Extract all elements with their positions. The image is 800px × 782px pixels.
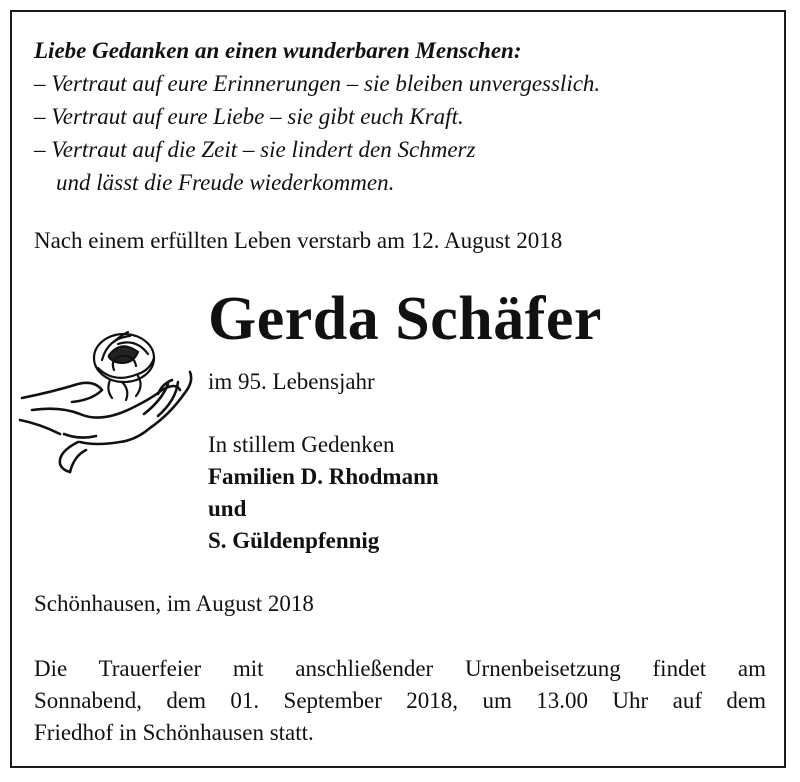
funeral-notice-line-3: Friedhof in Schönhausen statt. [34, 720, 314, 745]
poem-line-3: – Vertraut auf die Zeit – sie lindert den Schmerz [34, 137, 476, 162]
poem-line-4: und lässt die Freude wiederkommen. [56, 170, 395, 195]
funeral-notice-line-1: Die Trauerfeier mit anschließender Urnenbeisetzung findet am [34, 656, 766, 681]
funeral-notice [34, 653, 766, 749]
obituary-notice [10, 10, 786, 768]
funeral-notice-line-2: Sonnabend, dem 01. September 2018, um 13.00 Uhr auf dem [34, 688, 766, 713]
place-date: Schönhausen, im August 2018 [34, 591, 314, 616]
mourners-family-2: S. Güldenpfennig [208, 528, 380, 553]
mourners-family-1: Familien D. Rhodmann [208, 464, 439, 489]
death-announcement: Nach einem erfüllten Leben verstarb am 12. August 2018 [34, 228, 563, 253]
mourners-heading: In stillem Gedenken [208, 432, 395, 457]
age-line: im 95. Lebensjahr [208, 369, 375, 394]
rose-in-hands-icon [18, 324, 198, 474]
poem-line-2: – Vertraut auf eure Liebe – sie gibt euch Kraft. [34, 104, 464, 129]
deceased-name: Gerda Schäfer [208, 285, 602, 353]
mourners-conjunction: und [208, 496, 247, 521]
poem-title: Liebe Gedanken an einen wunderbaren Menschen: [34, 38, 522, 63]
poem-line-1: – Vertraut auf eure Erinnerungen – sie bleiben unvergesslich. [34, 71, 601, 96]
